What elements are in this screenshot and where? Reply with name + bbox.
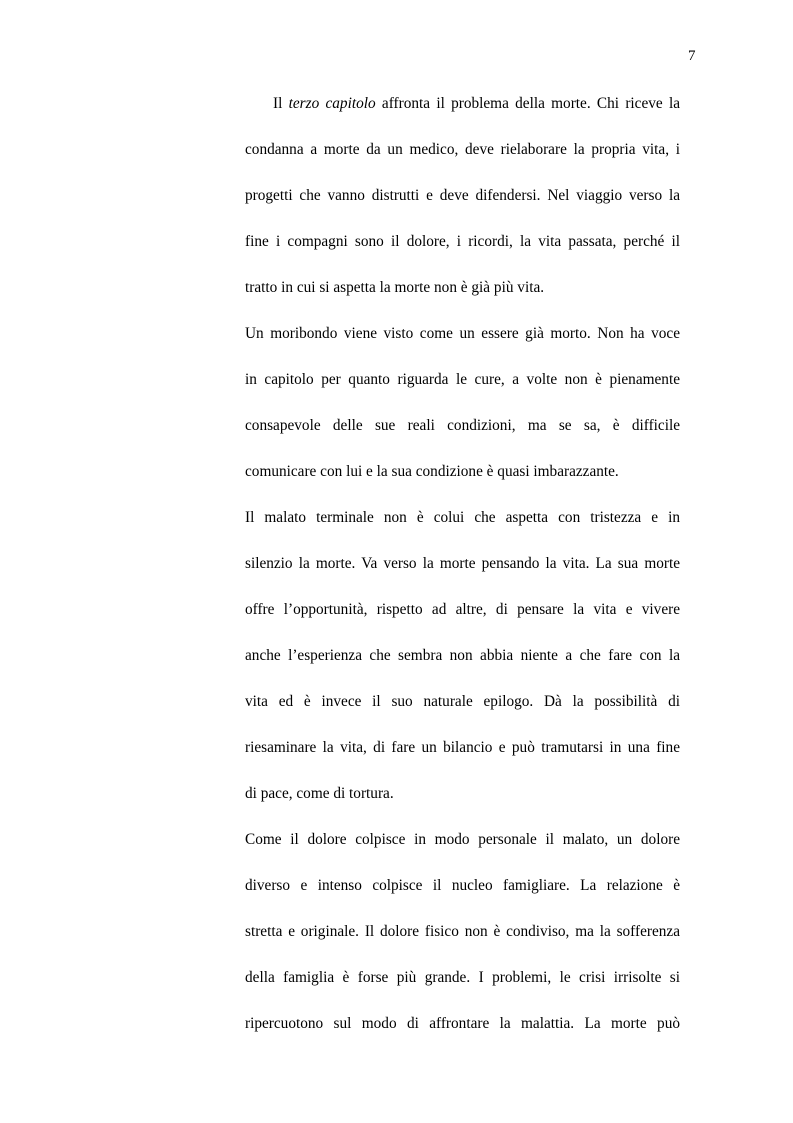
paragraph-1 <box>245 92 680 322</box>
emphasis-text: terzo capitolo <box>288 95 376 112</box>
text-line: anche l’esperienza che sembra non abbia niente a che fare con la <box>245 647 680 664</box>
text-line: tratto in cui si aspetta la morte non è già più vita. <box>245 279 545 296</box>
document-body <box>245 92 680 1058</box>
text-line: silenzio la morte. Va verso la morte pensando la vita. La sua morte <box>245 555 680 572</box>
text-line: ripercuotono sul modo di affrontare la malattia. La morte può <box>245 1015 680 1032</box>
text-line: fine i compagni sono il dolore, i ricordi, la vita passata, perché il <box>245 233 680 250</box>
page-number: 7 <box>688 48 696 64</box>
text-segment: affronta il problema della morte. Chi riceve la <box>375 95 680 112</box>
text-line: di pace, come di tortura. <box>245 785 394 802</box>
text-line: diverso e intenso colpisce il nucleo famigliare. La relazione è <box>245 877 680 894</box>
text-line: della famiglia è forse più grande. I problemi, le crisi irrisolte si <box>245 969 680 986</box>
text-line: Il malato terminale non è colui che aspetta con tristezza e in <box>245 509 680 526</box>
text-line: Un moribondo viene visto come un essere già morto. Non ha voce <box>245 325 680 342</box>
text-line: comunicare con lui e la sua condizione è quasi imbarazzante. <box>245 463 619 480</box>
text-line: riesaminare la vita, di fare un bilancio e può tramutarsi in una fine <box>245 739 680 756</box>
text-segment: Il <box>273 95 289 112</box>
text-line: condanna a morte da un medico, deve rielaborare la propria vita, i <box>245 141 680 158</box>
paragraph-2 <box>245 322 680 506</box>
text-line: offre l’opportunità, rispetto ad altre, di pensare la vita e vivere <box>245 601 680 618</box>
text-line: vita ed è invece il suo naturale epilogo. Dà la possibilità di <box>245 693 680 710</box>
text-line: stretta e originale. Il dolore fisico non è condiviso, ma la sofferenza <box>245 923 680 940</box>
paragraph-4 <box>245 828 680 1058</box>
text-line: consapevole delle sue reali condizioni, ma se sa, è difficile <box>245 417 680 434</box>
text-line: progetti che vanno distrutti e deve difendersi. Nel viaggio verso la <box>245 187 680 204</box>
text-line <box>245 92 680 138</box>
text-line: Come il dolore colpisce in modo personale il malato, un dolore <box>245 831 680 848</box>
text-line: in capitolo per quanto riguarda le cure, a volte non è pienamente <box>245 371 680 388</box>
paragraph-3 <box>245 506 680 828</box>
